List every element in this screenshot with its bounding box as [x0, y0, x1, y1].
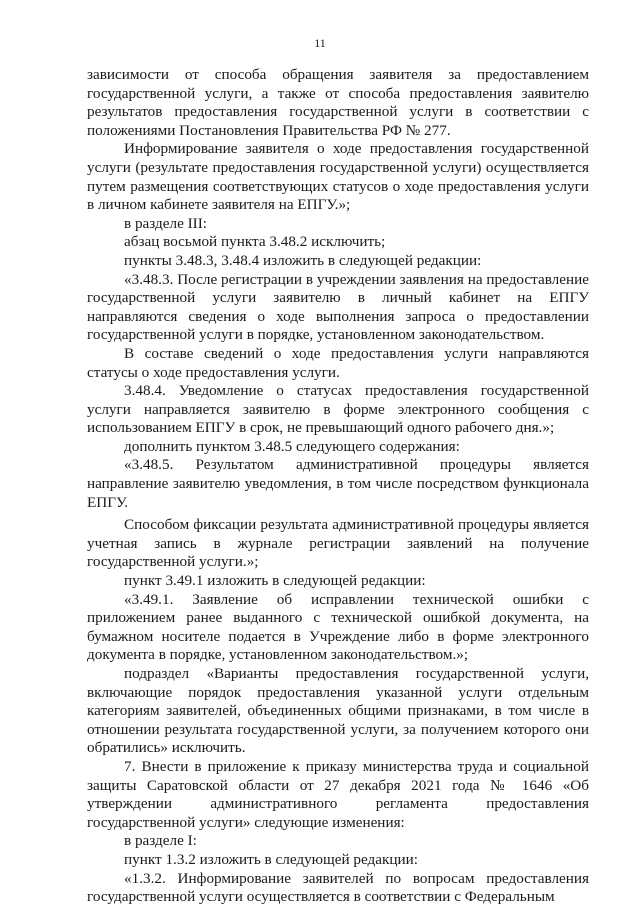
paragraph: 7. Внести в приложение к приказу министерства труда и социальной защиты Саратовской области от 27 декабря 2021 года № 1646 «Об утверждении административного регламента предоставления государственной услуги» следующие изменения: — [87, 757, 589, 831]
page-number: 11 — [314, 36, 326, 50]
paragraph: В составе сведений о ходе предоставления услуги направляются статусы о ходе предоставления услуги. — [87, 344, 589, 381]
paragraph: зависимости от способа обращения заявителя за предоставлением государственной услуги, а также от способа предоставления заявителю результатов предоставления государственной услуги в соответствии с положениями Постановления Правительства РФ № 277. — [87, 66, 589, 139]
paragraph: 3.48.4. Уведомление о статусах предоставления государственной услуги направляется заявителю в форме электронного сообщения с использованием ЕПГУ в срок, не превышающий одного рабочего дня.»; — [87, 382, 589, 437]
document-body — [87, 66, 589, 907]
paragraph: «3.49.1. Заявление об исправлении технической ошибки с приложением ранее выданного с технической ошибкой документа, на бумажном носителе подается в Учреждение либо в форме электронного документа в порядке, установленном законодательством.»; — [87, 590, 589, 664]
paragraph: в разделе I: — [124, 832, 197, 850]
paragraph: подраздел «Варианты предоставления государственной услуги, включающие порядок предоставления указанной услуги отдельным категориям заявителей, объединенных общими признаками, в том числе в отношении результата государственной услуги, за получением которого они обратились» исключить. — [87, 665, 589, 757]
paragraph: дополнить пунктом 3.48.5 следующего содержания: — [124, 437, 460, 455]
paragraph: пункт 3.49.1 изложить в следующей редакции: — [124, 572, 426, 590]
paragraph: в разделе III: — [124, 214, 208, 232]
paragraph: абзац восьмой пункта 3.48.2 исключить; — [124, 233, 386, 251]
paragraph: Информирование заявителя о ходе предоставления государственной услуги (результате предоставления государственной услуги) осуществляется путем размещения соответствующих статусов о ходе предоставления услуги в личном кабинете заявителя на ЕПГУ.»; — [87, 140, 589, 214]
paragraph: «3.48.3. После регистрации в учреждении заявления на предоставление государственной услуги заявителю в личный кабинет на ЕПГУ направляются сведения о ходе выполнения запроса о предоставлении государственной услуги в порядке, установленном законодательством. — [87, 270, 589, 344]
paragraph: пункт 1.3.2 изложить в следующей редакции: — [124, 850, 418, 868]
paragraph: Способом фиксации результата административной процедуры является учетная запись в журнале регистрации заявлений на получение государственной услуги.»; — [87, 516, 589, 571]
paragraph: «1.3.2. Информирование заявителей по вопросам предоставления государственной услуги осуществляется в соответствии с Федеральным — [87, 869, 589, 906]
paragraph: «3.48.5. Результатом административной процедуры является направление заявителю уведомления, в том числе посредством функционала ЕПГУ. — [87, 456, 589, 511]
paragraph: пункты 3.48.3, 3.48.4 изложить в следующей редакции: — [124, 251, 482, 269]
